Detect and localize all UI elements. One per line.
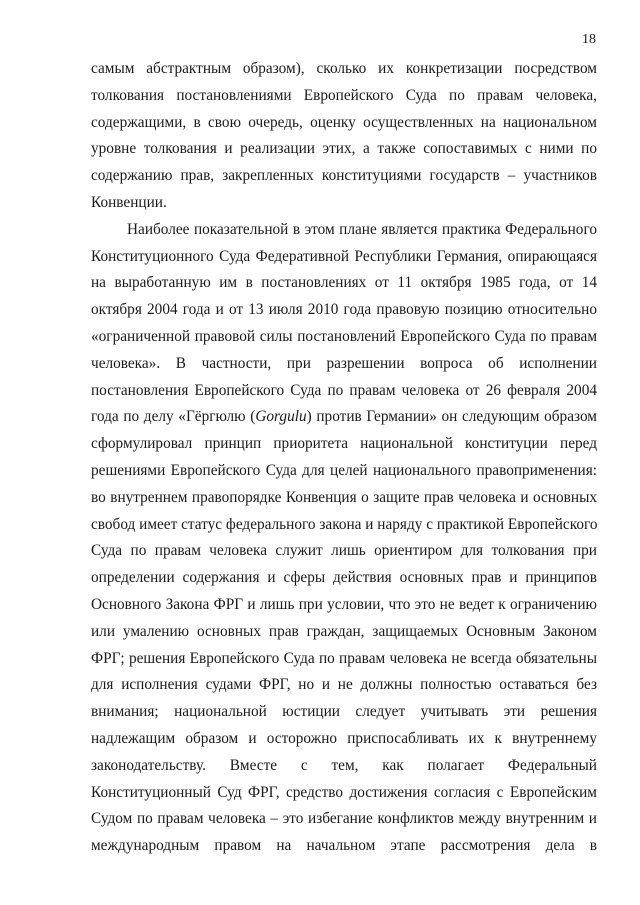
- text-line: «ограниченной правовой силы постановлений Европейского Суда по правам: [91, 327, 597, 345]
- text-line: содержанию прав, закрепленных конституциями государств – участников: [91, 167, 597, 185]
- text-line: во внутреннем правопорядке Конвенция о защите прав человека и основных: [91, 488, 597, 506]
- text-line: Основного Закона ФРГ и лишь при условии, что это не ведет к ограничению: [91, 595, 597, 613]
- text-line: постановления Европейского Суда по правам человека от 26 февраля 2004: [91, 381, 597, 399]
- text-line: или умалению основных прав граждан, защищаемых Основным Законом: [91, 622, 597, 640]
- text-line: международным правом на начальном этапе рассмотрения дела в: [91, 837, 597, 855]
- text-line: законодательству. Вместе с тем, как полагает Федеральный: [91, 756, 597, 774]
- paragraph: [91, 56, 597, 217]
- text-line: внимания; национальной юстиции следует учитывать эти решения: [91, 703, 597, 721]
- text-line: ФРГ; решения Европейского Суда по правам человека не всегда обязательны: [91, 649, 597, 667]
- text-line: содержащими, в свою очередь, оценку осуществленных на национальном: [91, 113, 597, 131]
- text-line: надлежащим образом и осторожно приспосабливать их к внутреннему: [91, 729, 597, 747]
- document-body: [91, 56, 597, 860]
- page-number: 18: [582, 32, 596, 47]
- text-line: Судом по правам человека – это избегание конфликтов между внутренним и: [91, 810, 597, 828]
- paragraph: [91, 217, 597, 860]
- text-line: [91, 404, 597, 431]
- text-line: свобод имеет статус федерального закона и наряду с практикой Европейского: [91, 515, 598, 533]
- text-line: определении содержания и сферы действия основных прав и принципов: [91, 569, 597, 587]
- text-line: решениями Европейского Суда для целей национального правоприменения:: [91, 461, 597, 479]
- italic-case-name: Gorgulu: [255, 408, 307, 426]
- text-line: октября 2004 года и от 13 июля 2010 года правовую позицию относительно: [91, 301, 597, 319]
- text-line: Суда по правам человека служит лишь ориентиром для толкования при: [91, 542, 597, 560]
- text-line: человека». В частности, при разрешении вопроса об исполнении: [91, 354, 597, 372]
- text-line: Конвенции.: [91, 193, 167, 211]
- text-line: толкования постановлениями Европейского Суда по правам человека,: [91, 86, 597, 104]
- text-line: для исполнения судами ФРГ, но и не должны полностью оставаться без: [91, 676, 597, 694]
- text-line: самым абстрактным образом), сколько их конкретизации посредством: [91, 60, 597, 77]
- text-line: на выработанную им в постановлениях от 11 октября 1985 года, от 14: [91, 274, 597, 292]
- text-run: ) против Германии» он следующим образом: [306, 408, 597, 426]
- text-line: Наиболее показательной в этом плане является практика Федерального: [127, 220, 597, 238]
- text-run: года по делу «Гёргюлю (: [91, 408, 256, 426]
- text-line: Конституционного Суда Федеративной Республики Германия, опирающаяся: [91, 247, 597, 265]
- text-line: Конституционный Суд ФРГ, средство достижения согласия с Европейским: [91, 783, 597, 801]
- text-line: сформулировал принцип приоритета национальной конституции перед: [91, 435, 597, 453]
- text-line: уровне толкования и реализации этих, а также сопоставимых с ними по: [91, 140, 597, 158]
